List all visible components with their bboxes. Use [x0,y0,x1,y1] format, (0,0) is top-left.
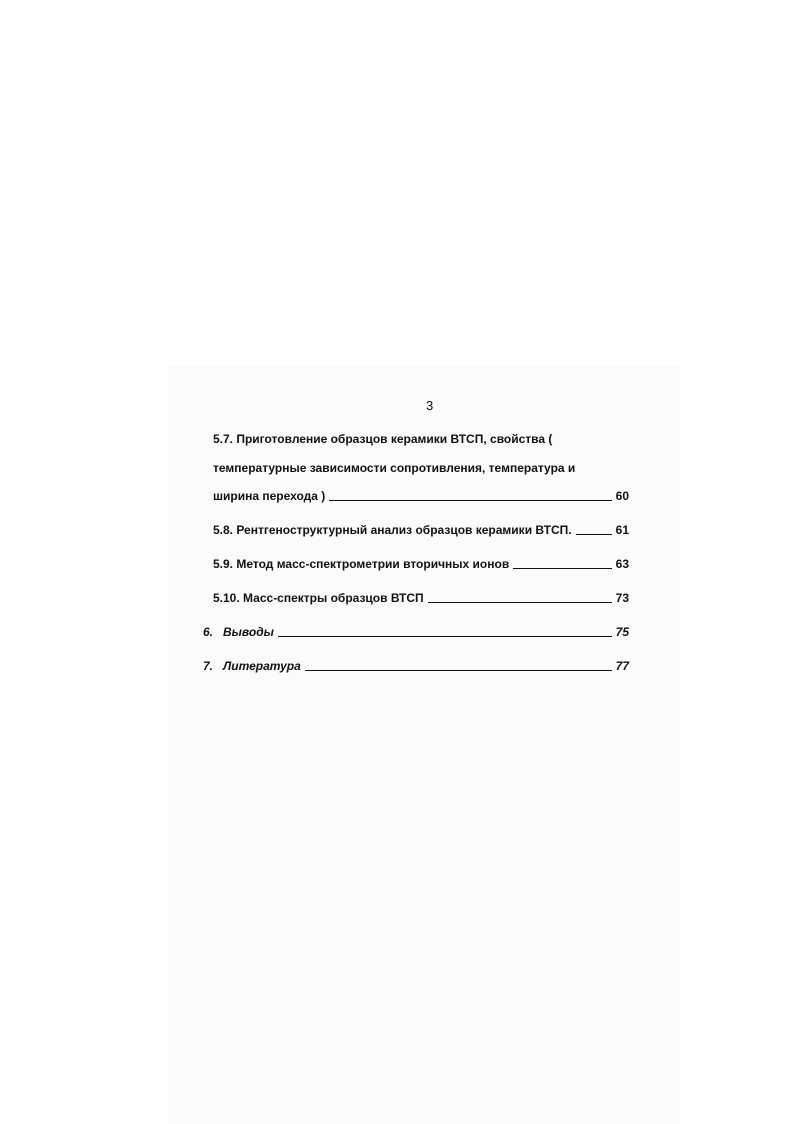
leader-line [305,669,612,671]
toc-entry-5-7-line-2: температурные зависимости сопротивления, температура и [213,461,576,475]
toc-entry-5-7-line-3 [213,489,629,503]
leader-line [576,533,612,535]
toc-entry-5-10-text: 5.10. Масс-спектры образцов ВТСП [213,591,424,605]
toc-entry-7 [203,659,629,673]
toc-entry-5-7-page: 60 [615,489,629,503]
toc-entry-5-8 [213,523,629,537]
toc-entry-7-page: 77 [615,659,629,673]
leader-line [329,499,611,501]
toc-entry-6-number: 6. [203,625,214,639]
leader-line [278,635,612,637]
toc-entry-5-9 [213,557,629,571]
leader-line [513,567,611,569]
toc-entry-5-10 [213,591,629,605]
toc-entry-5-7-text: ширина перехода ) [213,489,326,503]
toc-entry-5-9-text: 5.9. Метод масс-спектрометрии вторичных ионов [213,557,510,571]
toc-entry-6-page: 75 [615,625,629,639]
toc-entry-5-9-page: 63 [615,557,629,571]
leader-line [428,601,612,603]
toc-entry-5-7-line-1: 5.7. Приготовление образцов керамики ВТСП, свойства ( [213,432,553,446]
toc-entry-6 [203,625,629,639]
toc-entry-5-10-page: 73 [615,591,629,605]
toc-entry-5-8-page: 61 [615,523,629,537]
toc-entry-5-8-text: 5.8. Рентгеноструктурный анализ образцов керамики ВТСП. [213,523,572,537]
page-number: 3 [426,398,434,413]
toc-entry-7-number: 7. [203,659,214,673]
toc-entry-7-title: Литература [223,659,301,673]
scanned-page-area [168,366,680,1124]
toc-entry-6-title: Выводы [223,625,274,639]
